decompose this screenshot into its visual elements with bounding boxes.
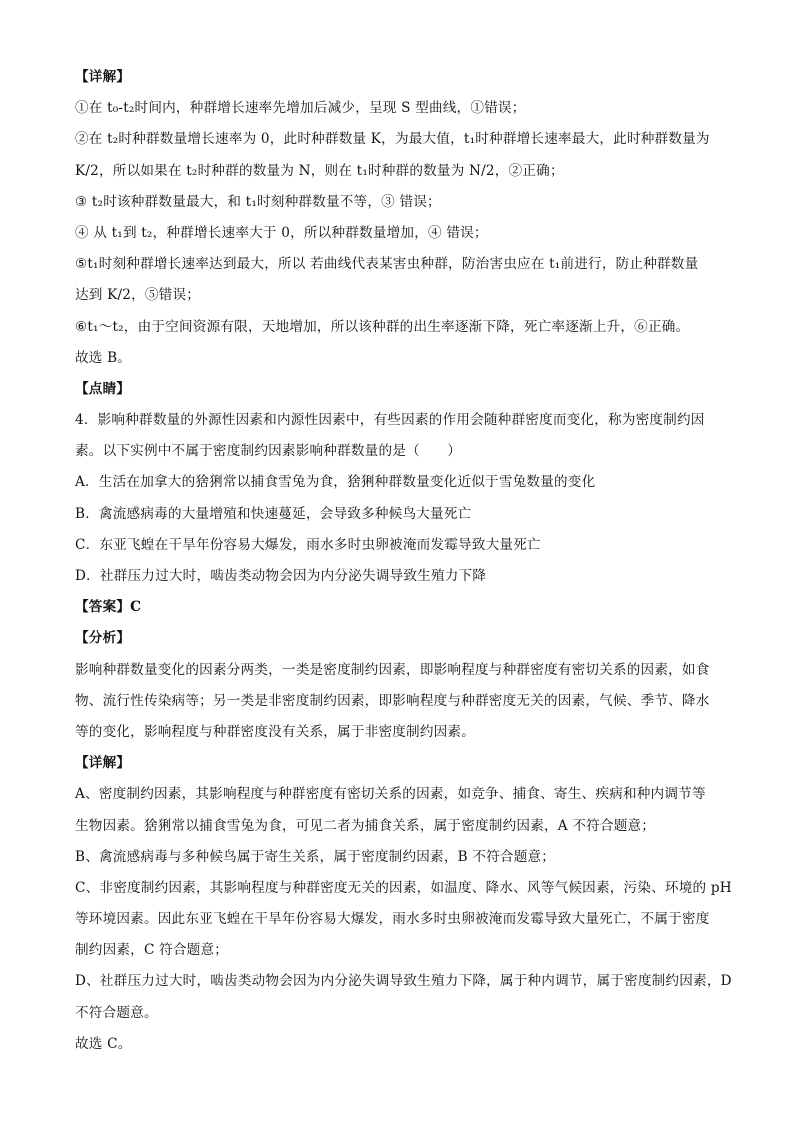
text-line: 不符合题意。	[75, 1004, 158, 1021]
section-heading-detail: 【详解】	[75, 69, 131, 85]
text-line: ③ t₂时该种群数量最大，和 t₁时刻种群数量不等，③ 错误；	[75, 193, 441, 210]
text-line: 物、流行性传染病等；另一类是非密度制约因素，即影响程度与种群密度无关的因素，气候、季节、降水	[75, 692, 710, 709]
text-line: ⑤t₁时刻种群增长速率达到最大，所以 若曲线代表某害虫种群，防治害虫应在 t₁前进行，防止种群数量	[75, 256, 699, 273]
option-c: C．东亚飞蝗在干旱年份容易大爆发，雨水多时虫卵被淹而发霉导致大量死亡	[75, 536, 541, 553]
text-line: ①在 t₀-t₂时间内，种群增长速率先增加后减少，呈现 S 型曲线，①错误；	[75, 100, 526, 117]
text-line: ②在 t₂时种群数量增长速率为 0，此时种群数量 K，为最大值，t₁时种群增长速率最大，此时种群数量为	[75, 131, 710, 148]
text-line: 等环境因素。因此东亚飞蝗在干旱年份容易大爆发，雨水多时虫卵被淹而发霉导致大量死亡，不属于密度	[75, 911, 710, 928]
text-line: ④ 从 t₁到 t₂，种群增长速率大于 0，所以种群数量增加，④ 错误；	[75, 224, 488, 241]
document-page	[75, 62, 732, 1060]
text-line: 等的变化，影响程度与种群密度没有关系，属于非密度制约因素。	[75, 723, 476, 740]
text-line: ⑥t₁～t₂，由于空间资源有限，天地增加，所以该种群的出生率逐渐下降，死亡率逐渐上升，⑥正确。	[75, 318, 690, 335]
option-b: B．禽流感病毒的大量增殖和快速蔓延，会导致多种候鸟大量死亡	[75, 505, 472, 522]
question-text: 4．影响种群数量的外源性因素和内源性因素中，有些因素的作用会随种群密度而变化，称为密度制约因	[75, 412, 705, 429]
text-line: 达到 K/2，⑤错误；	[75, 287, 201, 304]
option-a: A．生活在加拿大的猞猁常以捕食雪兔为食，猞猁种群数量变化近似于雪兔数量的变化	[75, 474, 596, 491]
text-line: D、社群压力过大时，啮齿类动物会因为内分泌失调导致生殖力下降，属于种内调节，属于密度制约因素，D	[75, 973, 732, 990]
section-heading-comment: 【点睛】	[75, 380, 131, 397]
text-line: C、非密度制约因素，其影响程度与种群密度无关的因素，如温度、降水、风等气候因素，污染、环境的 pH	[75, 879, 732, 896]
text-line: B、禽流感病毒与多种候鸟属于寄生关系，属于密度制约因素，B 不符合题意；	[75, 848, 556, 865]
text-line: 生物因素。猞猁常以捕食雪兔为食，可见二者为捕食关系，属于密度制约因素，A 不符合题意；	[75, 817, 656, 834]
answer-heading: 【答案】C	[75, 599, 142, 616]
text-line: 制约因素，C 符合题意；	[75, 942, 229, 959]
conclusion-line: 故选 C。	[75, 1035, 132, 1052]
section-heading-analysis: 【分析】	[75, 630, 131, 647]
conclusion-line: 故选 B。	[75, 349, 132, 366]
question-text: 素。以下实例中不属于密度制约因素影响种群数量的是（ ）	[75, 443, 462, 460]
option-d: D．社群压力过大时，啮齿类动物会因为内分泌失调导致生殖力下降	[75, 568, 487, 584]
text-line: K/2，所以如果在 t₂时种群的数量为 N，则在 t₁时种群的数量为 N/2，②正确；	[75, 162, 564, 179]
section-heading-detail: 【详解】	[75, 755, 131, 772]
text-line: A、密度制约因素，其影响程度与种群密度有密切关系的因素，如竞争、捕食、寄生、疾病和种内调节等	[75, 786, 706, 803]
text-line: 影响种群数量变化的因素分两类，一类是密度制约因素，即影响程度与种群密度有密切关系的因素，如食	[75, 661, 710, 678]
